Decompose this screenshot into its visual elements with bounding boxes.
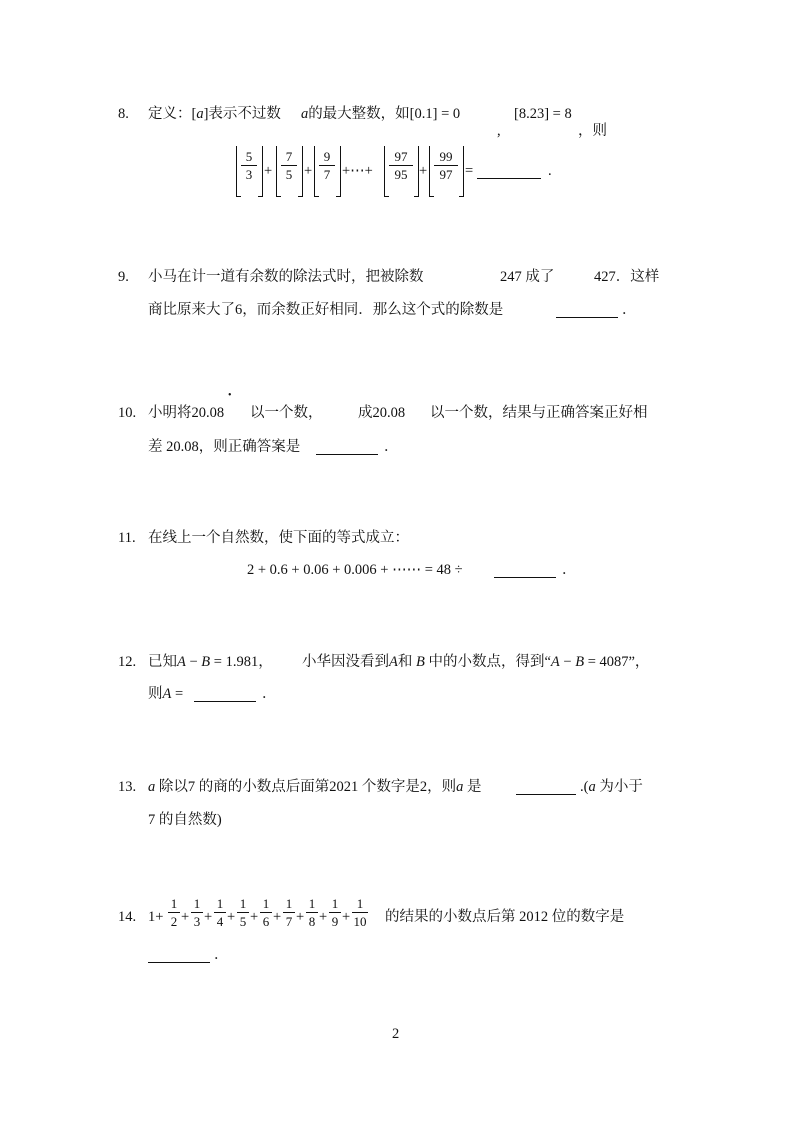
q13-line1-tail — [580, 780, 643, 795]
q12-eq: = — [174, 686, 184, 702]
answer-blank[interactable] — [477, 164, 541, 183]
unit-fraction: 1 7 — [283, 897, 295, 928]
q12-value: = 1.981， — [213, 654, 273, 670]
q14-one-plus: 1+ — [148, 909, 164, 925]
q9-line2: 商比原来大了6，而余数正好相同．那么这个式的除数是 — [148, 302, 504, 318]
q10-number: 10. — [118, 405, 137, 421]
page-number: 2 — [392, 1026, 400, 1042]
q12-line2 — [148, 687, 183, 702]
q8-line1 — [148, 107, 460, 122]
q13-text-b: 是 — [467, 779, 482, 795]
q12-var-A: A — [177, 654, 186, 670]
q13-line1 — [148, 780, 482, 795]
answer-blank[interactable] — [148, 948, 210, 967]
unit-fraction: 1 10 — [353, 896, 367, 929]
q13-line2: 7 的自然数) — [148, 812, 222, 828]
q13-number: 13. — [118, 779, 137, 795]
q8-text-c: 的最大整数，如[0.1] = 0 — [308, 106, 461, 122]
q13-text-c: .( — [580, 779, 589, 795]
q10-line1-d: 以一个数，结果与正确答案正好相 — [430, 405, 648, 421]
plus-sign: + — [250, 909, 259, 925]
q8-then: ，则 — [578, 123, 607, 139]
floor-fraction: 5 3 — [241, 150, 257, 181]
unit-fraction: 1 2 — [168, 897, 180, 928]
q14-period: ． — [214, 947, 229, 963]
answer-blank[interactable] — [316, 440, 378, 459]
q13-var-a2: a — [456, 779, 464, 795]
q12-var-A4: A — [162, 686, 172, 702]
q13-var-a: a — [148, 779, 156, 795]
q11-number: 11. — [118, 530, 136, 546]
q12-var-B3: B — [575, 654, 585, 670]
floor-right-bracket — [459, 146, 464, 197]
q9-number: 9. — [118, 269, 129, 285]
q12-var-B: B — [201, 654, 211, 670]
unit-fraction: 1 6 — [260, 897, 272, 928]
plus-sign: + — [419, 163, 428, 179]
answer-blank[interactable] — [494, 563, 556, 582]
q8-example2: [8.23] = 8 — [514, 106, 572, 122]
q10-line2: 差 20.08，则正确答案是 — [148, 439, 301, 455]
q8-var-a: a — [196, 106, 204, 122]
plus-sign: + — [264, 163, 273, 179]
q8-var-a2: a — [300, 106, 309, 122]
unit-fraction: 1 9 — [329, 897, 341, 928]
q10-line1-c: 成20.08 — [358, 405, 406, 421]
unit-fraction: 1 4 — [214, 897, 226, 928]
q12-text-d: 和 — [397, 654, 413, 670]
q8-number: 8. — [118, 106, 129, 122]
q9-line1-a: 小马在计一道有余数的除法式时，把被除数 — [148, 269, 424, 285]
q14-tail: 的结果的小数点后第 2012 位的数字是 — [385, 909, 625, 925]
q12-var-A3: A — [550, 654, 560, 670]
plus-sign: + — [304, 163, 313, 179]
q12-text-c: 小华因没看到 — [302, 654, 389, 670]
plus-sign: + — [204, 909, 213, 925]
q8-text-b: ]表示不过数 — [203, 106, 281, 122]
unit-fraction: 1 3 — [191, 897, 203, 928]
q8-period: . — [548, 163, 552, 179]
q9-line1-b: 247 成了 — [500, 269, 555, 285]
q8-comma: , — [497, 123, 501, 139]
floor-fraction: 97 95 — [389, 150, 413, 181]
floor-right-bracket — [298, 146, 303, 197]
floor-right-bracket — [258, 146, 263, 197]
q12-text-a: 已知 — [148, 654, 177, 670]
floor-fraction: 7 5 — [281, 150, 297, 181]
q12-minus: − — [189, 654, 198, 670]
q12-number: 12. — [118, 654, 137, 670]
q10-period: ． — [384, 439, 399, 455]
q9-line1-c: 427．这样 — [594, 269, 660, 285]
recurring-dot: • — [228, 390, 232, 401]
q12-var-B2: B — [415, 654, 425, 670]
q8-text-a: 定义：[ — [148, 106, 197, 122]
plus-sign: + — [319, 909, 328, 925]
answer-blank[interactable] — [556, 303, 618, 322]
q12-period: ． — [262, 686, 277, 702]
answer-blank[interactable] — [194, 687, 256, 706]
q12-var-A2: A — [389, 654, 398, 670]
plus-sign: + — [181, 909, 190, 925]
answer-blank[interactable] — [516, 780, 576, 799]
q10-line1-b: 以一个数， — [250, 405, 323, 421]
q12-text-f: = 4087”， — [587, 654, 650, 670]
q11-line1: 在线上一个自然数，使下面的等式成立： — [148, 530, 409, 546]
floor-fraction: 9 7 — [319, 150, 335, 181]
q11-equation: 2 + 0.6 + 0.06 + 0.006 + ⋯⋯ = 48 ÷ — [247, 562, 463, 578]
q11-period: ． — [562, 562, 577, 578]
plus-ellipsis: +⋯+ — [342, 163, 373, 179]
q12-line1 — [148, 655, 273, 670]
equals-sign: = — [465, 163, 474, 179]
plus-sign: + — [342, 909, 351, 925]
floor-right-bracket — [336, 146, 341, 197]
q12-minus2: − — [563, 654, 572, 670]
q14-number: 14. — [118, 909, 137, 925]
q13-text-d: 为小于 — [599, 779, 643, 795]
unit-fraction: 1 8 — [306, 897, 318, 928]
plus-sign: + — [273, 909, 282, 925]
unit-fraction: 1 5 — [237, 897, 249, 928]
q13-text-a: 除以7 的商的小数点后面第2021 个数字是2，则 — [158, 779, 457, 795]
plus-sign: + — [296, 909, 305, 925]
plus-sign: + — [227, 909, 236, 925]
q12-text-e: 中的小数点，得到“ — [428, 654, 551, 670]
q9-period: ． — [622, 302, 637, 318]
floor-fraction: 99 97 — [434, 150, 458, 181]
q13-var-a3: a — [588, 779, 596, 795]
q10-line1-a: 小明将20.08 — [148, 405, 225, 421]
q12-then: 则 — [148, 686, 163, 702]
q12-line1-c — [302, 655, 649, 670]
